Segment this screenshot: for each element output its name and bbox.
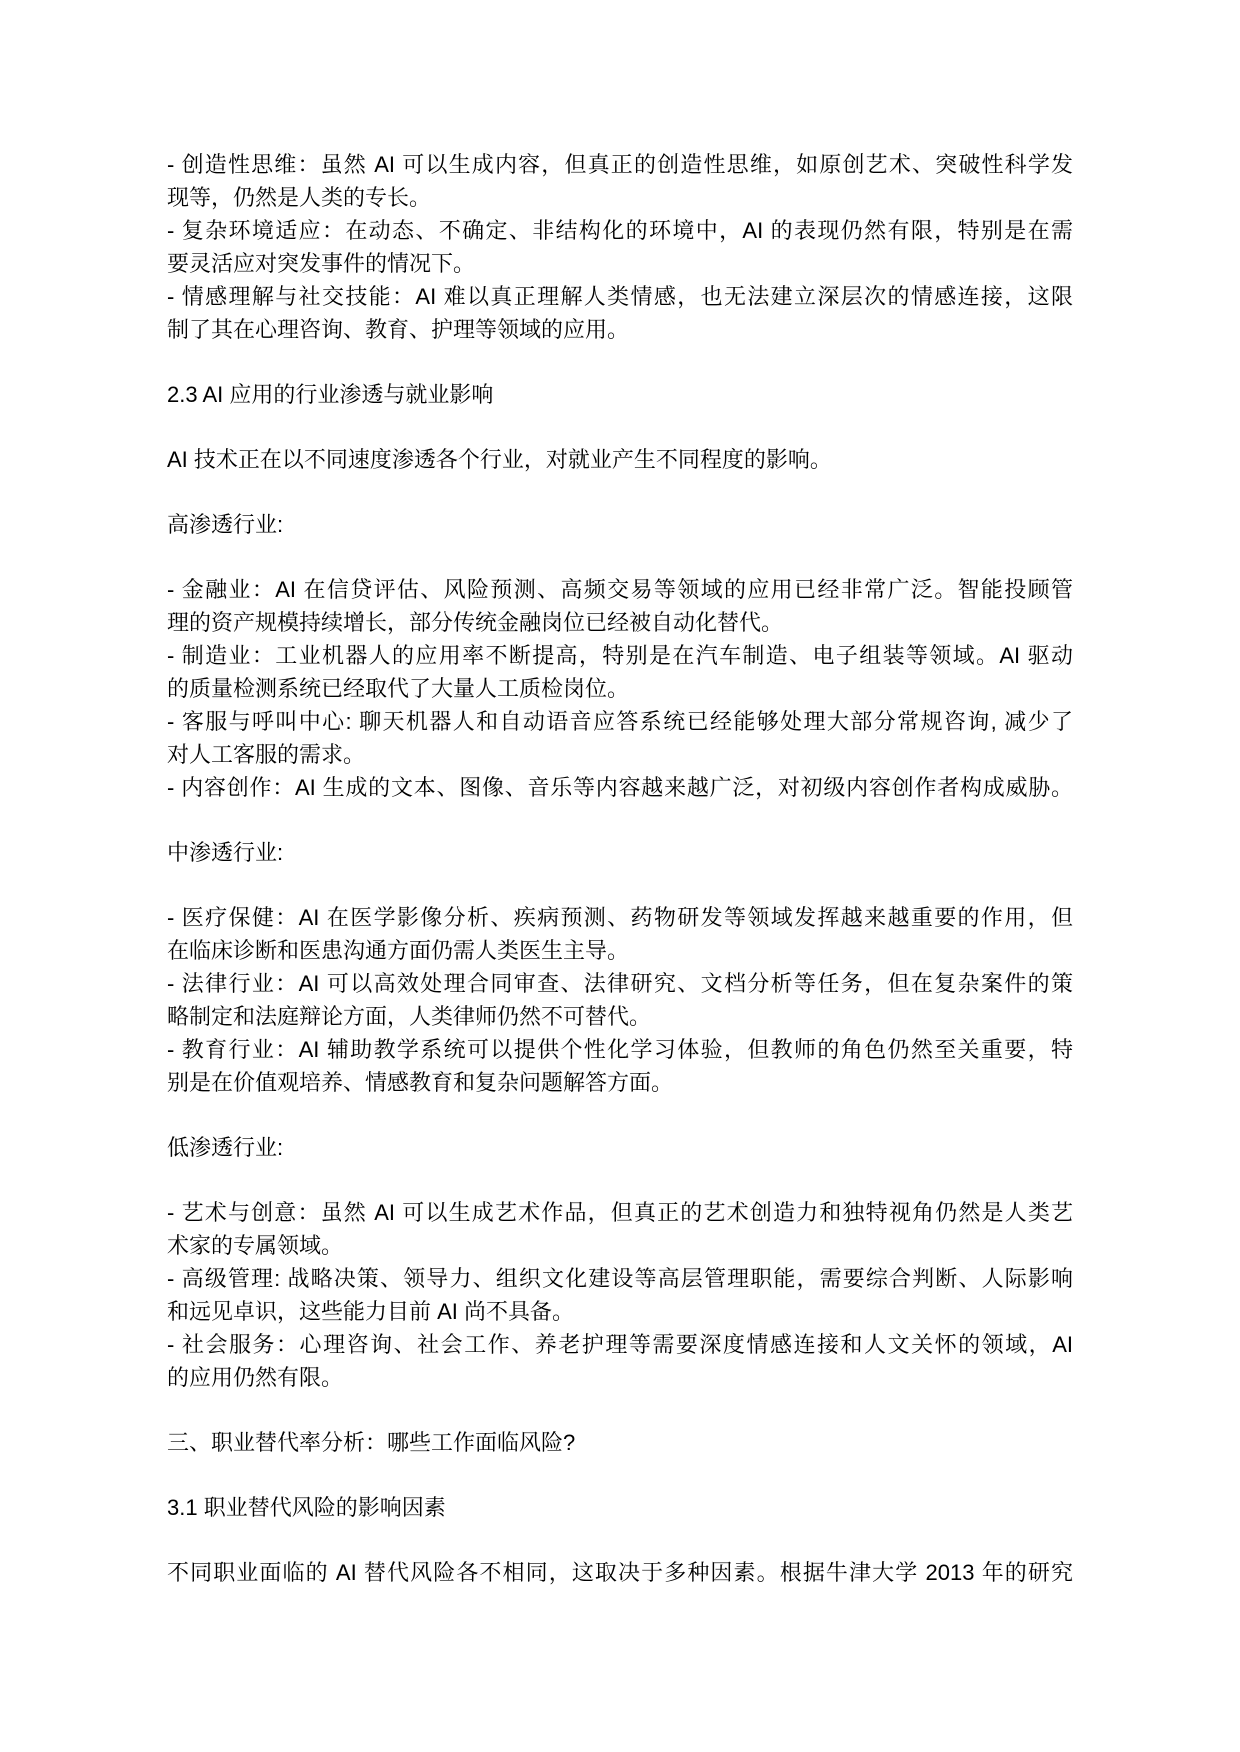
- text-line: 和远见卓识，这些能力目前 AI 尚不具备。: [167, 1299, 575, 1324]
- list-block: [167, 148, 1073, 346]
- list-block: [167, 573, 1073, 804]
- text-line: 低渗透行业:: [167, 1135, 284, 1160]
- document-content: [167, 148, 1073, 1589]
- text-line: - 法律行业：AI 可以高效处理合同审查、法律研究、文档分析等任务，但在复杂案件的策: [167, 971, 1073, 996]
- text-line: 高渗透行业:: [167, 512, 284, 537]
- label-block: [167, 1131, 1073, 1164]
- label-block: [167, 508, 1073, 541]
- label-block: [167, 836, 1073, 869]
- text-line: 现等，仍然是人类的专长。: [167, 185, 432, 210]
- text-line: 的质量检测系统已经取代了大量人工质检岗位。: [167, 676, 630, 701]
- text-line: 在临床诊断和医患沟通方面仍需人类医生主导。: [167, 938, 630, 963]
- text-line: - 客服与呼叫中心: 聊天机器人和自动语音应答系统已经能够处理大部分常规咨询, 减少了: [167, 709, 1073, 734]
- text-line: - 社会服务：心理咨询、社会工作、养老护理等需要深度情感连接和人文关怀的领域，AI: [167, 1332, 1073, 1357]
- text-line: - 高级管理: 战略决策、领导力、组织文化建设等高层管理职能，需要综合判断、人际影响: [167, 1266, 1073, 1291]
- heading-block: [167, 378, 1073, 411]
- text-line: AI 技术正在以不同速度渗透各个行业，对就业产生不同程度的影响。: [167, 447, 832, 472]
- text-line: - 复杂环境适应：在动态、不确定、非结构化的环境中，AI 的表现仍然有限，特别是在需: [167, 218, 1073, 243]
- paragraph-block: [167, 1556, 1073, 1589]
- text-line: 略制定和法庭辩论方面，人类律师仍然不可替代。: [167, 1004, 652, 1029]
- text-line: 的应用仍然有限。: [167, 1365, 344, 1390]
- list-block: [167, 1196, 1073, 1394]
- text-line: 理的资产规模持续增长，部分传统金融岗位已经被自动化替代。: [167, 610, 784, 635]
- text-line: - 内容创作：AI 生成的文本、图像、音乐等内容越来越广泛，对初级内容创作者构成威胁。: [167, 775, 1073, 800]
- text-line: 对人工客服的需求。: [167, 742, 366, 767]
- text-line: 三、职业替代率分析：哪些工作面临风险?: [167, 1430, 576, 1455]
- text-line: - 创造性思维：虽然 AI 可以生成内容，但真正的创造性思维，如原创艺术、突破性科学发: [167, 152, 1073, 177]
- text-line: - 医疗保健：AI 在医学影像分析、疾病预测、药物研发等领域发挥越来越重要的作用，但: [167, 905, 1073, 930]
- text-line: - 教育行业：AI 辅助教学系统可以提供个性化学习体验，但教师的角色仍然至关重要，特: [167, 1037, 1073, 1062]
- text-line: 中渗透行业:: [167, 840, 284, 865]
- heading-block: [167, 1426, 1073, 1459]
- list-block: [167, 901, 1073, 1099]
- heading-block: [167, 1491, 1073, 1524]
- text-line: 要灵活应对突发事件的情况下。: [167, 251, 476, 276]
- paragraph-block: [167, 443, 1073, 476]
- text-line: - 制造业：工业机器人的应用率不断提高，特别是在汽车制造、电子组装等领域。AI 驱动: [167, 643, 1073, 668]
- text-line: 别是在价值观培养、情感教育和复杂问题解答方面。: [167, 1070, 674, 1095]
- text-line: 制了其在心理咨询、教育、护理等领域的应用。: [167, 317, 630, 342]
- text-line: - 艺术与创意：虽然 AI 可以生成艺术作品，但真正的艺术创造力和独特视角仍然是人类艺: [167, 1200, 1073, 1225]
- text-line: - 情感理解与社交技能：AI 难以真正理解人类情感，也无法建立深层次的情感连接，这限: [167, 284, 1073, 309]
- text-line: 3.1 职业替代风险的影响因素: [167, 1495, 446, 1520]
- text-line: 2.3 AI 应用的行业渗透与就业影响: [167, 382, 494, 407]
- text-line: - 金融业：AI 在信贷评估、风险预测、高频交易等领域的应用已经非常广泛。智能投顾管: [167, 577, 1073, 602]
- text-line: 术家的专属领域。: [167, 1233, 344, 1258]
- text-line: 不同职业面临的 AI 替代风险各不相同，这取决于多种因素。根据牛津大学 2013 年的研究: [167, 1560, 1073, 1585]
